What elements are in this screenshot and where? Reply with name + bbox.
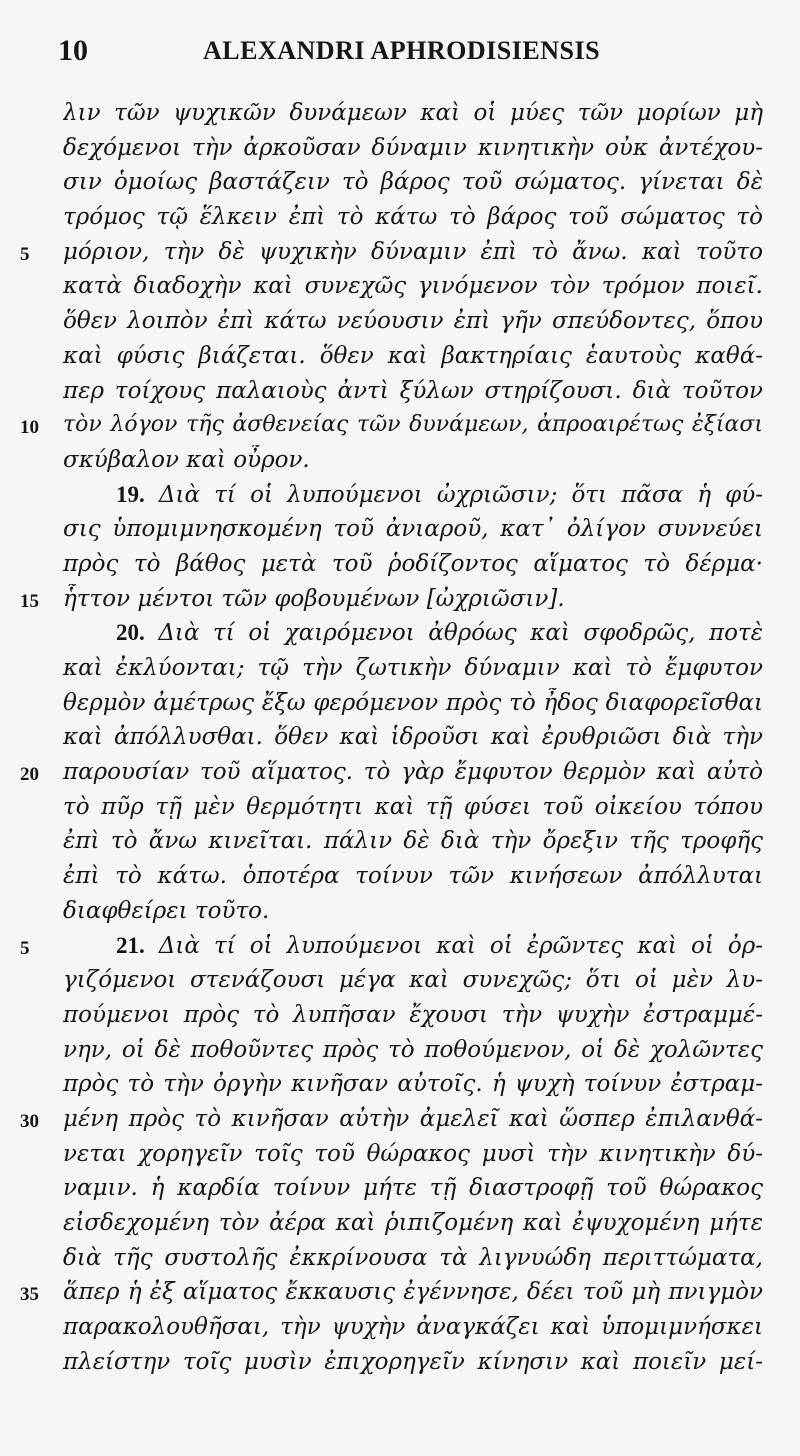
line-text: τρόμος τῷ ἕλκειν ἐπὶ τὸ κάτω τὸ βάρος τοῦ σώματος τὸ [63, 204, 763, 231]
line-text: τὸν λόγον τῆς ἀσθενείας τῶν δυνάμεων, ἀπροαιρέτως ἐξίασι [63, 412, 763, 438]
line-text: ἐπὶ τὸ ἄνω κινεῖται. πάλιν δὲ διὰ τὴν ὄρεξιν τῆς τροφῆς [63, 828, 763, 855]
line-text: σις ὑπομιμνησκομένη τοῦ ἀνιαροῦ, κατ᾽ ὀλίγον συννεύει [63, 516, 763, 543]
text-line [0, 1310, 800, 1345]
line-text: εἰσδεχομένη τὸν ἀέρα καὶ ῥιπιζομένη καὶ ἐψυχομένη μήτε [63, 1210, 763, 1236]
text-line [0, 894, 800, 929]
section-number: 21. [116, 932, 145, 958]
line-number: 30 [20, 1110, 39, 1132]
line-number: 10 [20, 417, 39, 439]
text-line [0, 1067, 800, 1102]
text-line [0, 1241, 800, 1276]
line-text: παρουσίαν τοῦ αἵματος. τὸ γὰρ ἔμφυτον θερμὸν καὶ αὐτὸ [63, 759, 763, 786]
text-line [0, 1137, 800, 1172]
running-title: ALEXANDRI APHRODISIENSIS [203, 36, 601, 65]
text-line [0, 1033, 800, 1068]
text-line [0, 824, 800, 859]
text-line [0, 1206, 800, 1241]
line-text: διὰ τῆς συστολῆς ἐκκρίνουσα τὰ λιγνυώδη περιττώματα, [63, 1244, 763, 1271]
text-line [0, 408, 800, 443]
line-text: καὶ φύσις βιάζεται. ὅθεν καὶ βακτηρίαις ἑαυτοὺς καθά- [63, 342, 763, 369]
line-text: σκύβαλον καὶ οὖρον. [63, 446, 310, 473]
greek-text-body [0, 96, 800, 1379]
line-text [116, 618, 763, 648]
line-text: ὅθεν λοιπὸν ἐπὶ κάτω νεύουσιν ἐπὶ γῆν σπεύδοντες, ὅπου [63, 308, 763, 335]
line-number: 5 [20, 937, 30, 959]
line-text: μένη πρὸς τὸ κινῆσαν αὐτὴν ἀμελεῖ καὶ ὥσπερ ἐπιλανθά- [63, 1105, 763, 1132]
line-text: δεχόμενοι τὴν ἀρκοῦσαν δύναμιν κινητικὴν οὐκ ἀντέχου- [63, 134, 763, 161]
line-text: περ τοίχους παλαιοὺς ἀντὶ ξύλων στηρίζουσι. διὰ τοῦτον [63, 377, 763, 404]
text-line [0, 616, 800, 651]
text-line [0, 1275, 800, 1310]
text-line [0, 478, 800, 513]
line-text: καὶ ἀπόλλυσθαι. ὅθεν καὶ ἱδροῦσι καὶ ἐρυθριῶσι διὰ τὴν [63, 724, 763, 751]
line-text: θερμὸν ἀμέτρως ἔξω φερόμενον πρὸς τὸ ἦδος διαφορεῖσθαι [63, 689, 763, 716]
line-text: ἅπερ ἡ ἐξ αἵματος ἔκκαυσις ἐγέννησε, δέει τοῦ μὴ πνιγμὸν [63, 1279, 763, 1306]
text-line [0, 998, 800, 1033]
line-text: πούμενοι πρὸς τὸ λυπῆσαν ἔχουσι τὴν ψυχὴν ἐστραμμέ- [63, 1001, 763, 1028]
text-line [0, 269, 800, 304]
line-text: διαφθείρει τοῦτο. [63, 897, 270, 924]
line-text: ναμιν. ἡ καρδία τοίνυν μήτε τῇ διαστροφῇ τοῦ θώρακος [63, 1175, 763, 1202]
line-text: νεται χορηγεῖν τοῖς τοῦ θώρακος μυσὶ τὴν κινητικὴν δύ- [63, 1140, 763, 1167]
text-line [0, 582, 800, 617]
text-line [0, 96, 800, 131]
text-line [0, 1345, 800, 1380]
text-line [0, 547, 800, 582]
text-line [0, 512, 800, 547]
text-line [0, 374, 800, 409]
text-line [0, 720, 800, 755]
line-number: 35 [20, 1284, 39, 1306]
text-line [0, 235, 800, 270]
line-text: πρὸς τὸ τὴν ὀργὴν κινῆσαν αὐτοῖς. ἡ ψυχὴ τοίνυν ἐστραμ- [63, 1071, 763, 1098]
line-text [116, 931, 763, 961]
text-line [0, 790, 800, 825]
line-text: νην, οἱ δὲ ποθοῦντες πρὸς τὸ ποθούμενον, οἱ δὲ χολῶντες [63, 1036, 763, 1063]
text-line [0, 686, 800, 721]
section-text: Διὰ τί οἱ λυπούμενοι ὠχριῶσιν; ὅτι πᾶσα ἡ φύ- [158, 481, 763, 508]
text-line [0, 443, 800, 478]
text-line [0, 929, 800, 964]
text-line [0, 755, 800, 790]
line-text: γιζόμενοι στενάζουσι μέγα καὶ συνεχῶς; ὅτι οἱ μὲν λυ- [63, 967, 763, 994]
text-line [0, 131, 800, 166]
text-line [0, 339, 800, 374]
line-text [116, 480, 763, 510]
section-number: 20. [116, 620, 145, 646]
section-text: Διὰ τί οἱ χαιρόμενοι ἀθρόως καὶ σφοδρῶς, ποτὲ [158, 620, 763, 647]
line-number: 5 [20, 243, 30, 265]
line-text: παρακολουθῆσαι, τὴν ψυχὴν ἀναγκάζει καὶ ὑπομιμνήσκει [63, 1314, 763, 1341]
line-text: πρὸς τὸ βάθος μετὰ τοῦ ῥοδίζοντος αἵματος τὸ δέρμα· [63, 550, 763, 577]
line-number: 15 [20, 590, 39, 612]
text-line [0, 200, 800, 235]
line-text: λιν τῶν ψυχικῶν δυνάμεων καὶ οἱ μύες τῶν μορίων μὴ [63, 100, 763, 126]
text-line [0, 859, 800, 894]
text-line [0, 1171, 800, 1206]
line-text: πλείστην τοῖς μυσὶν ἐπιχορηγεῖν κίνησιν καὶ ποιεῖν μεί- [63, 1348, 763, 1375]
line-text: ἧττον μέντοι τῶν φοβουμένων [ὠχριῶσιν]. [63, 585, 565, 612]
line-text: κατὰ διαδοχὴν καὶ συνεχῶς γινόμενον τὸν τρόμον ποιεῖ. [63, 273, 763, 300]
section-number: 19. [116, 481, 145, 507]
line-text: ἐπὶ τὸ κάτω. ὁποτέρα τοίνυν τῶν κινήσεων ἀπόλλυται [63, 863, 763, 890]
line-text: σιν ὁμοίως βαστάζειν τὸ βάρος τοῦ σώματος. γίνεται δὲ [63, 169, 763, 196]
section-text: Διὰ τί οἱ λυπούμενοι καὶ οἱ ἐρῶντες καὶ οἱ ὀρ- [158, 932, 763, 959]
text-line [0, 304, 800, 339]
text-line [0, 651, 800, 686]
line-text: τὸ πῦρ τῇ μὲν θερμότητι καὶ τῇ φύσει τοῦ οἰκείου τόπου [63, 793, 763, 820]
text-line [0, 1102, 800, 1137]
line-text: μόριον, τὴν δὲ ψυχικὴν δύναμιν ἐπὶ τὸ ἄνω. καὶ τοῦτο [63, 238, 763, 265]
line-number: 20 [20, 764, 39, 786]
page-number: 10 [58, 34, 88, 67]
text-line [0, 963, 800, 998]
page-header [58, 34, 758, 74]
text-line [0, 165, 800, 200]
line-text: καὶ ἐκλύονται; τῷ τὴν ζωτικὴν δύναμιν καὶ τὸ ἔμφυτον [63, 655, 763, 681]
